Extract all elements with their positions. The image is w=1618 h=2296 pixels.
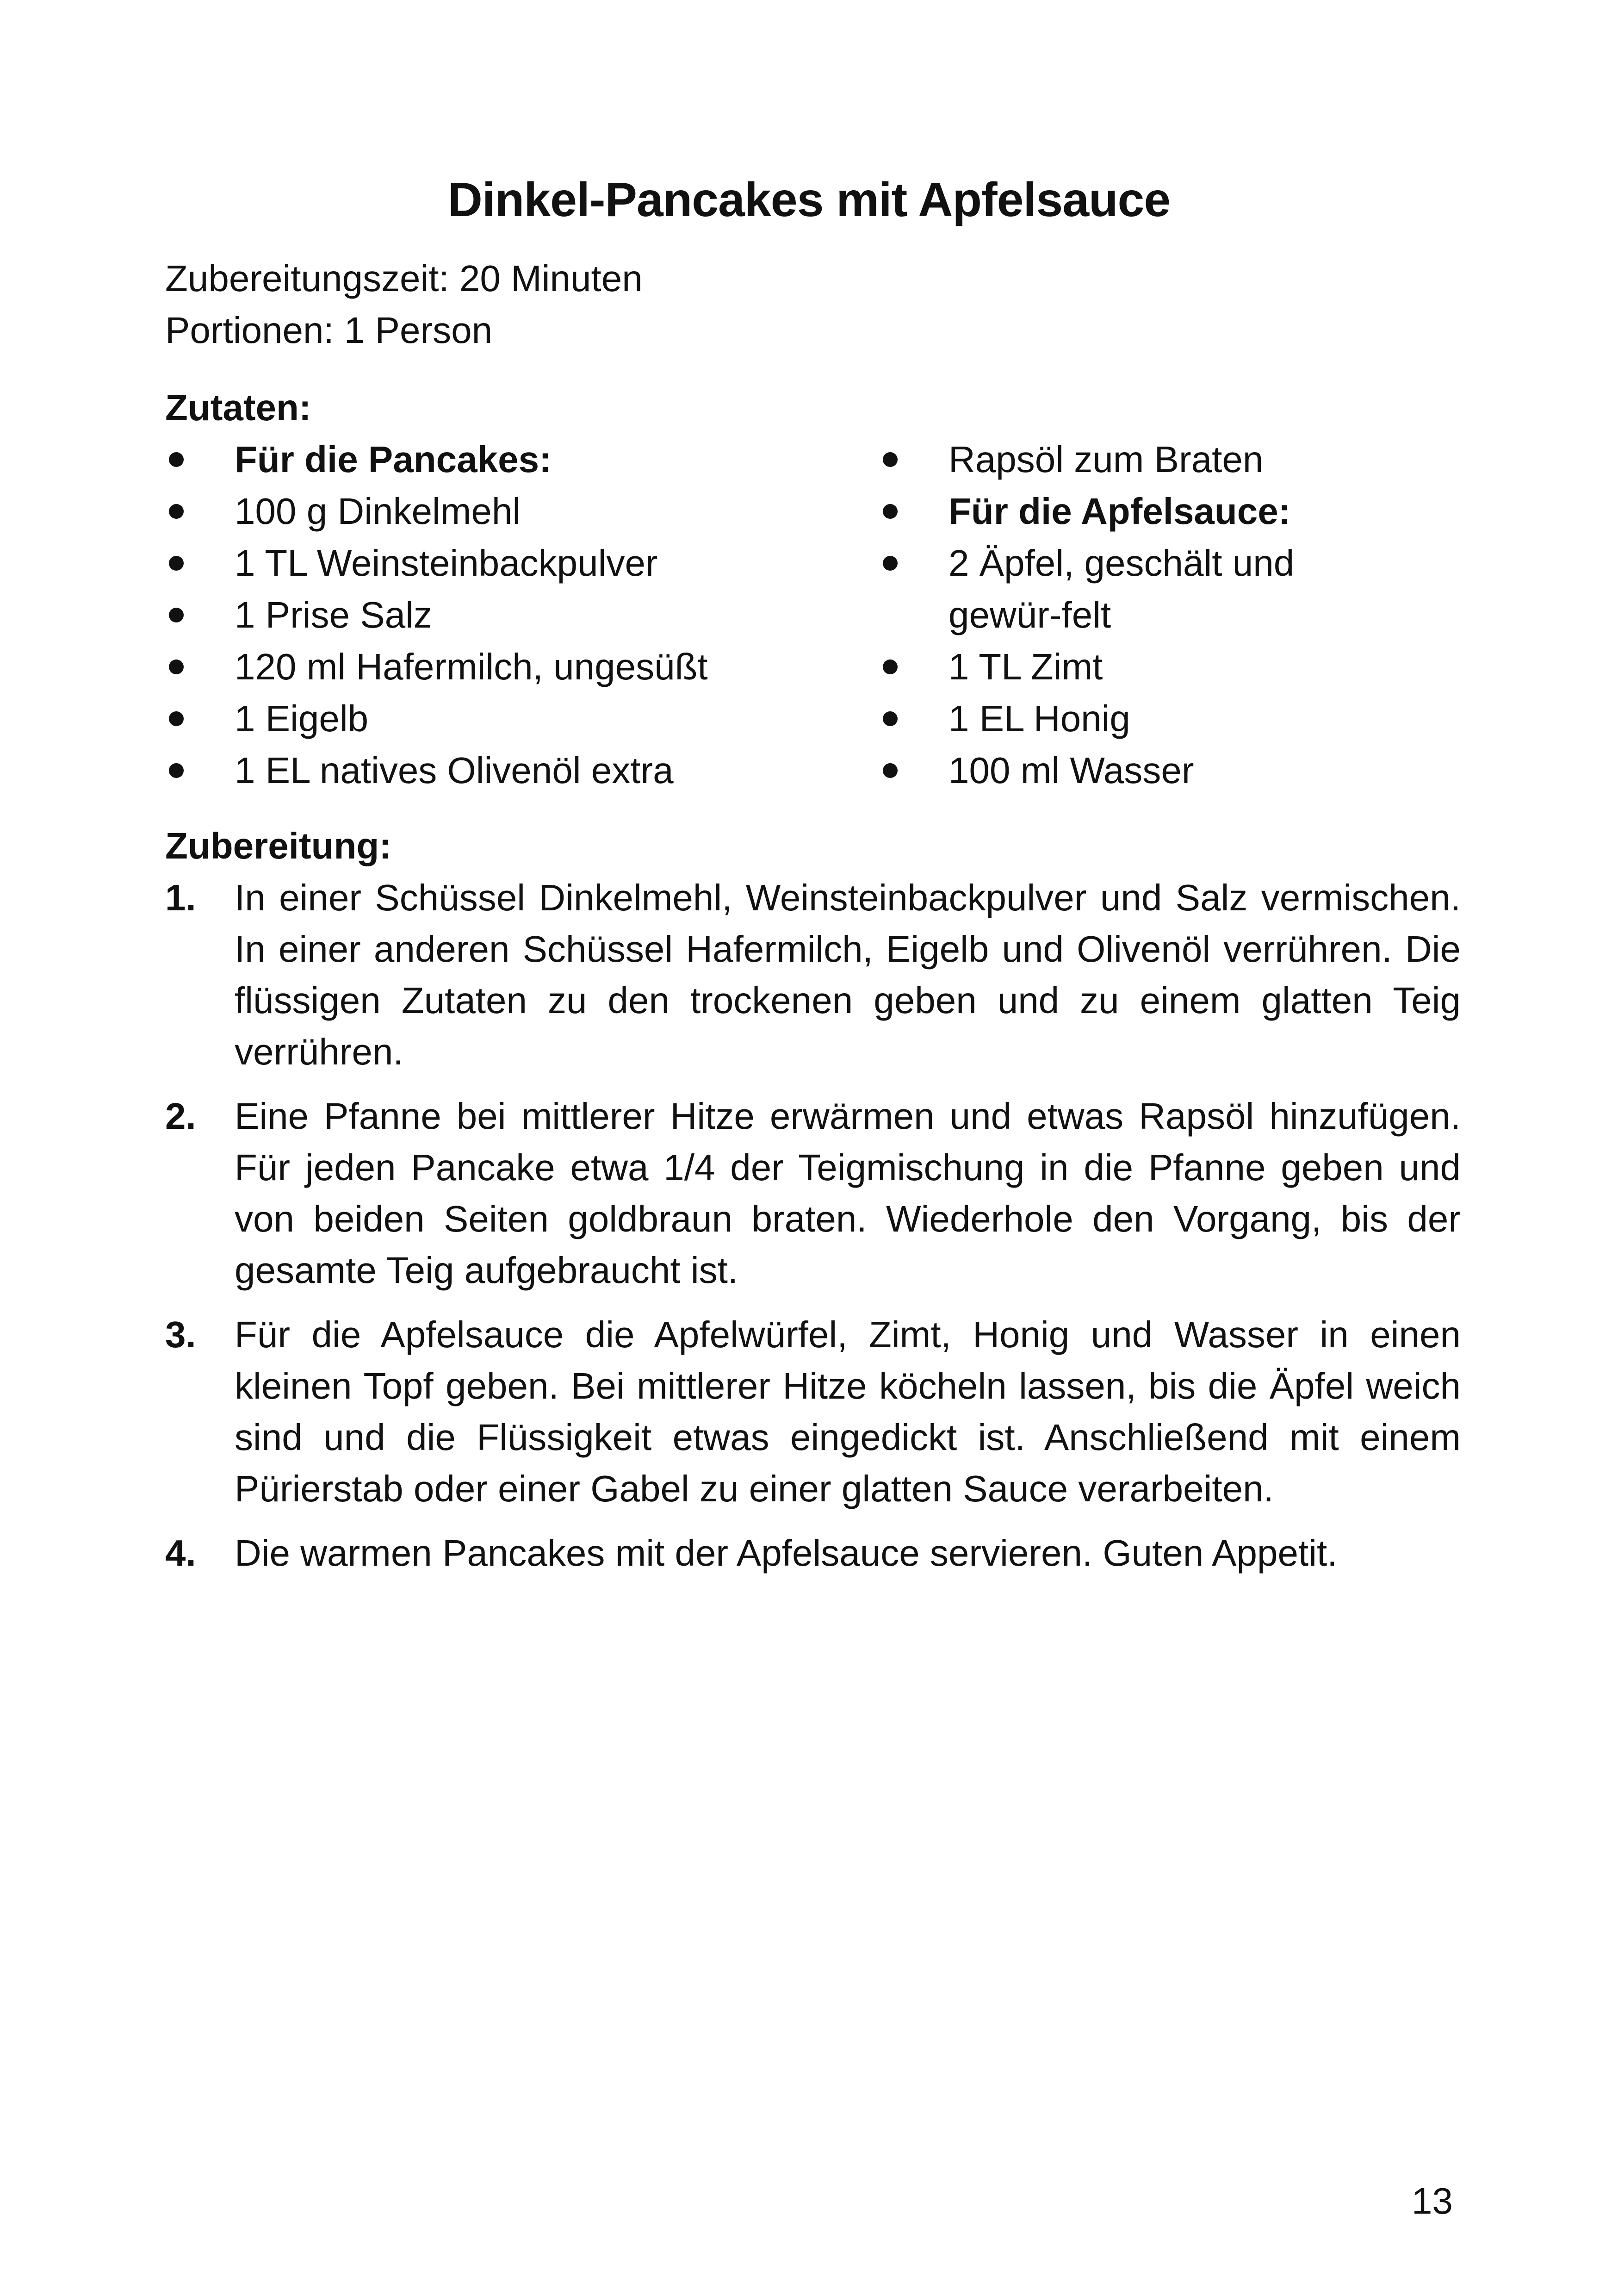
ingredient-text: 100 g Dinkelmehl xyxy=(235,491,521,532)
preparation-heading: Zubereitung: xyxy=(165,825,391,866)
list-item xyxy=(165,693,813,745)
ingredient-text: 1 TL Zimt xyxy=(948,646,1103,687)
list-item xyxy=(879,745,1461,796)
bullet-icon xyxy=(165,434,188,485)
prep-time: Zubereitungszeit: 20 Minuten xyxy=(165,258,643,299)
step-number: 3. xyxy=(165,1314,196,1355)
recipe-meta xyxy=(165,253,643,356)
bullet-icon xyxy=(879,745,902,796)
ingredient-text: 120 ml Hafermilch, ungesüßt xyxy=(235,646,708,687)
ingredient-text: Für die Apfelsauce: xyxy=(948,491,1291,532)
bullet-icon xyxy=(165,589,188,641)
list-item xyxy=(165,872,1461,1077)
bullet-icon xyxy=(879,434,902,485)
bullet-icon xyxy=(879,693,902,745)
list-item xyxy=(165,1309,1461,1514)
bullet-icon xyxy=(879,537,902,589)
list-item xyxy=(165,641,813,693)
page-number: 13 xyxy=(1412,2180,1453,2221)
list-item xyxy=(165,1527,1461,1579)
bullet-icon xyxy=(879,641,902,693)
ingredient-text: Rapsöl zum Braten xyxy=(948,439,1264,480)
list-item xyxy=(165,537,813,589)
step-text: In einer Schüssel Dinkelmehl, Weinsteinbackpulver und Salz vermischen. In einer anderen Schüssel Hafermilch, Eigelb und Olivenöl verrühren. Die flüssigen Zutaten zu den trockenen geben und zu einem glatten Teig verrühren. xyxy=(235,877,1461,1072)
bullet-icon xyxy=(165,537,188,589)
list-item xyxy=(165,485,813,537)
ingredient-text: 1 EL Honig xyxy=(948,698,1130,739)
list-item xyxy=(165,434,813,485)
list-item xyxy=(165,589,813,641)
ingredients-right-column xyxy=(879,434,1461,796)
ingredient-text: 1 Eigelb xyxy=(235,698,369,739)
list-item xyxy=(165,1090,1461,1296)
bullet-icon xyxy=(165,693,188,745)
list-item xyxy=(879,434,1461,485)
step-number: 4. xyxy=(165,1532,196,1574)
step-number: 2. xyxy=(165,1095,196,1137)
ingredient-text: 1 EL natives Olivenöl extra xyxy=(235,750,674,791)
step-text: Die warmen Pancakes mit der Apfelsauce servieren. Guten Appetit. xyxy=(235,1532,1338,1574)
bullet-icon xyxy=(165,745,188,796)
list-item xyxy=(165,745,813,796)
list-item xyxy=(879,485,1461,537)
bullet-icon xyxy=(165,485,188,537)
ingredients-left-column xyxy=(165,434,813,796)
step-number: 1. xyxy=(165,877,196,918)
list-item xyxy=(879,641,1461,693)
list-item xyxy=(879,537,1411,641)
ingredient-text: 1 TL Weinsteinbackpulver xyxy=(235,542,658,584)
step-text: Eine Pfanne bei mittlerer Hitze erwärmen und etwas Rapsöl hinzufügen. Für jeden Pancake etwa 1/4 der Teigmischung in die Pfanne geben und von beiden Seiten goldbraun braten. Wiederhole den Vorgang, bis der gesamte Teig aufgebraucht ist. xyxy=(235,1095,1461,1291)
preparation-steps xyxy=(165,872,1461,1592)
bullet-icon xyxy=(879,485,902,537)
recipe-title: Dinkel-Pancakes mit Apfelsauce xyxy=(447,173,1171,227)
bullet-icon xyxy=(165,641,188,693)
ingredient-text: 1 Prise Salz xyxy=(235,594,432,635)
step-text: Für die Apfelsauce die Apfelwürfel, Zimt, Honig und Wasser in einen kleinen Topf geben. Bei mittlerer Hitze köcheln lassen, bis die Äpfel weich sind und die Flüssigkeit etwas eingedickt ist. Anschließend mit einem Pürierstab oder einer Gabel zu einer glatten Sauce verarbeiten. xyxy=(235,1314,1461,1509)
ingredients-heading: Zutaten: xyxy=(165,387,311,428)
ingredient-text: 100 ml Wasser xyxy=(948,750,1194,791)
ingredient-text: 2 Äpfel, geschält und gewür-felt xyxy=(948,542,1295,635)
ingredient-text: Für die Pancakes: xyxy=(235,439,552,480)
list-item xyxy=(879,693,1461,745)
portions: Portionen: 1 Person xyxy=(165,310,493,351)
